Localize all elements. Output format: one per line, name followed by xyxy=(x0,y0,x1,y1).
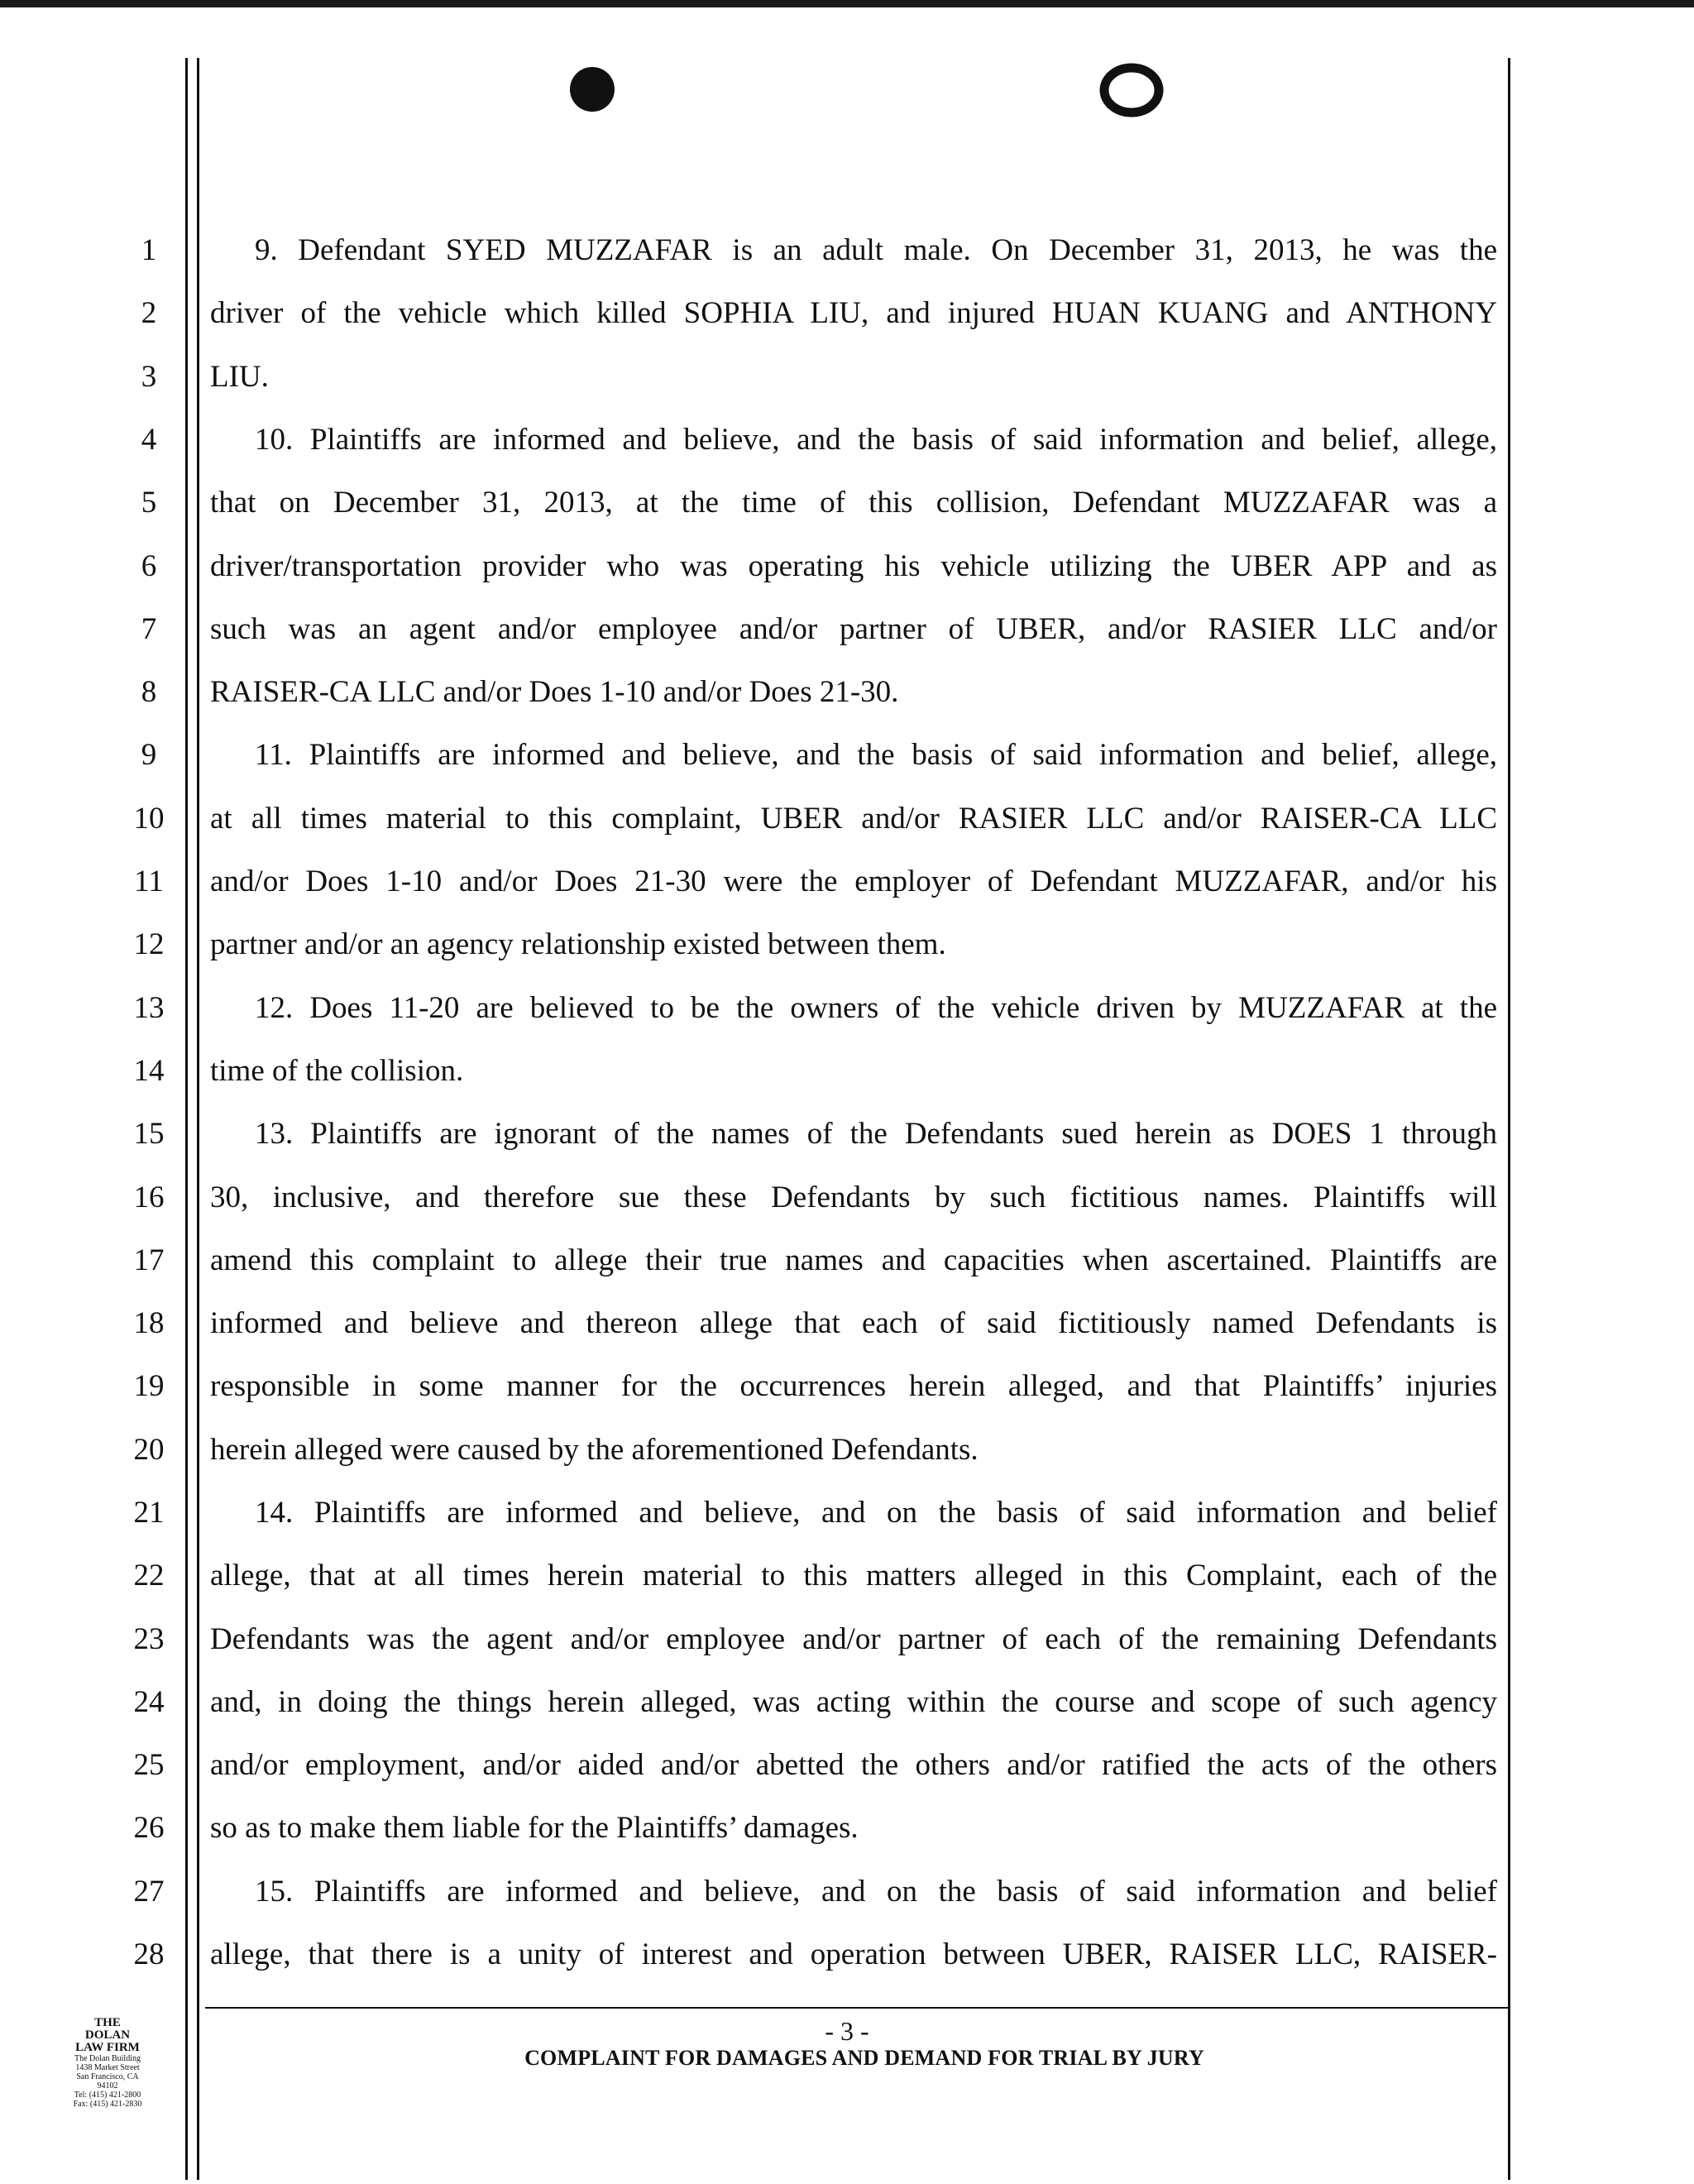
line-number: 27 xyxy=(133,1875,165,1909)
paragraph-15-line: 15. Plaintiffs are informed and believe, and on the basis of said information and belief xyxy=(255,1875,1497,1909)
paragraph-9-line: driver of the vehicle which killed SOPHIA LIU, and injured HUAN KUANG and ANTHONY xyxy=(210,296,1497,330)
line-number: 1 xyxy=(141,233,157,267)
line-number: 24 xyxy=(133,1685,165,1719)
line-number: 4 xyxy=(141,423,157,457)
hole-punch-left xyxy=(567,65,617,114)
paragraph-14-line: and/or employment, and/or aided and/or abetted the others and/or ratified the acts of the others xyxy=(210,1748,1497,1782)
paragraph-14-line: and, in doing the things herein alleged, was acting within the course and scope of such agency xyxy=(210,1685,1497,1719)
line-number: 15 xyxy=(133,1117,165,1151)
firm-name-line: LAW FIRM xyxy=(75,2041,140,2054)
paragraph-14-line: allege, that at all times herein material to this matters alleged in this Complaint, each of the xyxy=(210,1559,1497,1592)
line-number: 25 xyxy=(133,1748,165,1782)
line-number: 23 xyxy=(133,1622,165,1656)
paragraph-11-line: at all times material to this complaint, UBER and/or RASIER LLC and/or RAISER-CA LLC xyxy=(210,802,1497,836)
paragraph-10-line: 10. Plaintiffs are informed and believe, and the basis of said information and belief, allege, xyxy=(255,423,1497,457)
line-number: 21 xyxy=(133,1496,165,1530)
line-number: 12 xyxy=(133,927,165,961)
firm-name-line: THE xyxy=(94,2016,121,2029)
firm-name-line: DOLAN xyxy=(84,2028,131,2042)
line-number: 2 xyxy=(141,296,157,330)
line-number: 6 xyxy=(141,549,157,583)
left-margin-rule-inner xyxy=(197,58,199,2180)
paragraph-10-line: driver/transportation provider who was operating his vehicle utilizing the UBER APP and as xyxy=(210,549,1497,583)
paragraph-11-line: and/or Does 1-10 and/or Does 21-30 were the employer of Defendant MUZZAFAR, and/or his xyxy=(210,864,1497,898)
line-number: 26 xyxy=(133,1811,165,1845)
paragraph-10-line: RAISER-CA LLC and/or Does 1-10 and/or Does 21-30. xyxy=(210,675,899,709)
line-number: 17 xyxy=(133,1243,165,1277)
firm-address-line: 1438 Market Street xyxy=(75,2063,140,2072)
line-number: 10 xyxy=(133,802,165,836)
paragraph-13-line: amend this complaint to allege their true names and capacities when ascertained. Plaintiffs are xyxy=(210,1243,1497,1277)
paragraph-10-line: such was an agent and/or employee and/or partner of UBER, and/or RASIER LLC and/or xyxy=(210,612,1497,646)
paragraph-10-line: that on December 31, 2013, at the time of this collision, Defendant MUZZAFAR was a xyxy=(210,486,1497,520)
paragraph-14-line: Defendants was the agent and/or employee and/or partner of each of the remaining Defendants xyxy=(210,1622,1497,1656)
page-number: - 3 - xyxy=(825,2016,869,2046)
paragraph-11-line: partner and/or an agency relationship existed between them. xyxy=(210,927,946,961)
firm-fax: Fax: (415) 421-2830 xyxy=(73,2100,142,2109)
line-number: 11 xyxy=(134,864,164,898)
paragraph-11-line: 11. Plaintiffs are informed and believe, and the basis of said information and belief, allege, xyxy=(255,738,1497,772)
line-number: 20 xyxy=(133,1433,165,1467)
left-margin-rule-outer xyxy=(185,58,188,2180)
line-number: 16 xyxy=(133,1181,165,1214)
line-number: 5 xyxy=(141,486,157,520)
line-number: 13 xyxy=(133,991,165,1025)
paragraph-13-line: 30, inclusive, and therefore sue these Defendants by such fictitious names. Plaintiffs will xyxy=(210,1181,1497,1214)
paragraph-14-line: 14. Plaintiffs are informed and believe, and on the basis of said information and belief xyxy=(255,1496,1497,1530)
paragraph-14-line: so as to make them liable for the Plaintiffs’ damages. xyxy=(210,1811,859,1845)
footer-rule xyxy=(205,2007,1510,2009)
right-margin-rule xyxy=(1508,58,1510,2180)
paragraph-13-line: herein alleged were caused by the aforementioned Defendants. xyxy=(210,1433,979,1467)
paragraph-13-line: responsible in some manner for the occurrences herein alleged, and that Plaintiffs’ injuries xyxy=(210,1369,1497,1403)
line-number: 3 xyxy=(141,360,157,394)
paragraph-13-line: 13. Plaintiffs are ignorant of the names of the Defendants sued herein as DOES 1 through xyxy=(255,1117,1497,1151)
firm-address-line: 94102 xyxy=(97,2081,118,2091)
paragraph-15-line: allege, that there is a unity of interest and operation between UBER, RAISER LLC, RAISER- xyxy=(210,1937,1497,1971)
hole-punch-right xyxy=(1098,61,1165,119)
scan-top-edge xyxy=(0,0,1694,7)
paragraph-12-line: time of the collision. xyxy=(210,1054,464,1088)
line-number: 14 xyxy=(133,1054,165,1088)
paragraph-9-line: 9. Defendant SYED MUZZAFAR is an adult male. On December 31, 2013, he was the xyxy=(255,233,1497,267)
line-number: 22 xyxy=(133,1559,165,1592)
line-number: 7 xyxy=(141,612,157,646)
firm-address-line: San Francisco, CA xyxy=(76,2072,139,2081)
firm-phone: Tel: (415) 421-2800 xyxy=(74,2091,141,2100)
line-number: 8 xyxy=(141,675,157,709)
paragraph-12-line: 12. Does 11-20 are believed to be the owners of the vehicle driven by MUZZAFAR at the xyxy=(255,991,1497,1025)
line-number: 18 xyxy=(133,1306,165,1340)
firm-address-line: The Dolan Building xyxy=(74,2054,141,2063)
line-number: 9 xyxy=(141,738,157,772)
footer-document-title: COMPLAINT FOR DAMAGES AND DEMAND FOR TRIAL BY JURY xyxy=(524,2046,1204,2070)
line-number: 19 xyxy=(133,1369,165,1403)
paragraph-13-line: informed and believe and thereon allege that each of said fictitiously named Defendants is xyxy=(210,1306,1497,1340)
paragraph-9-line: LIU. xyxy=(210,360,269,394)
line-number: 28 xyxy=(133,1937,165,1971)
